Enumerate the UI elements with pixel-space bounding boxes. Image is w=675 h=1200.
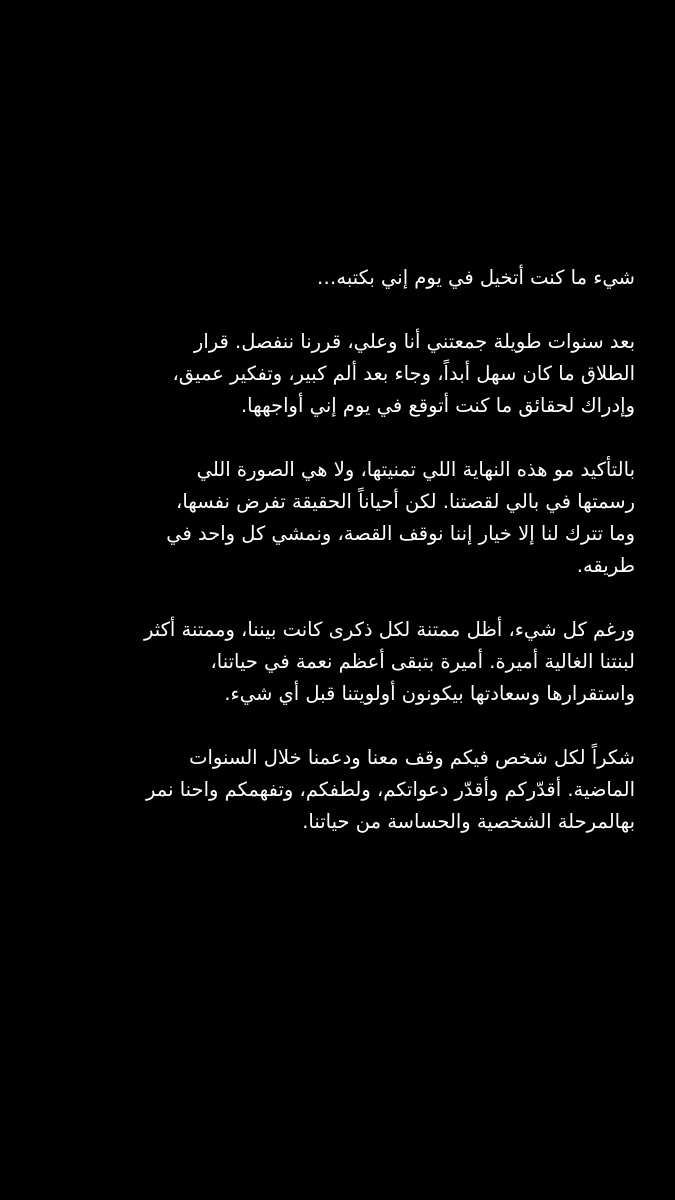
story-paragraph-ending: بالتأكيد مو هذه النهاية اللي تمنيتها، ولا هي الصورة اللي رسمتها في بالي لقصتنا. لكن أحياناً الحقيقة تفرض نفسها، وما تترك لنا إلا خيار إننا نوقف القصة، ونمشي كل واحد في طريقه. xyxy=(166,458,635,577)
story-paragraph-gratitude: ورغم كل شيء، أظل ممتنة لكل ذكرى كانت بيننا، وممتنة أكثر لبنتنا الغالية أميرة. أميرة بتبقى أعظم نعمة في حياتنا، واستقرارها وسعادتها بيكونون أولويتنا قبل أي شيء. xyxy=(143,618,635,705)
story-paragraph-separation: بعد سنوات طويلة جمعتني أنا وعلي، قررنا ننفصل. قرار الطلاق ما كان سهل أبداً، وجاء بعد ألم كبير، وتفكير عميق، وإدراك لحقائق ما كنت أتوقع في يوم إني أواجهها. xyxy=(172,330,635,417)
story-text xyxy=(40,262,635,838)
story-paragraph-thanks: شكراً لكل شخص فيكم وقف معنا ودعمنا خلال السنوات الماضية. أقدّركم وأقدّر دعواتكم، ولطفكم، وتفهمكم واحنا نمر بهالمرحلة الشخصية والحساسة من حياتنا. xyxy=(146,746,635,833)
story-opening-line: شيء ما كنت أتخيل في يوم إني بكتبه… xyxy=(316,266,635,289)
